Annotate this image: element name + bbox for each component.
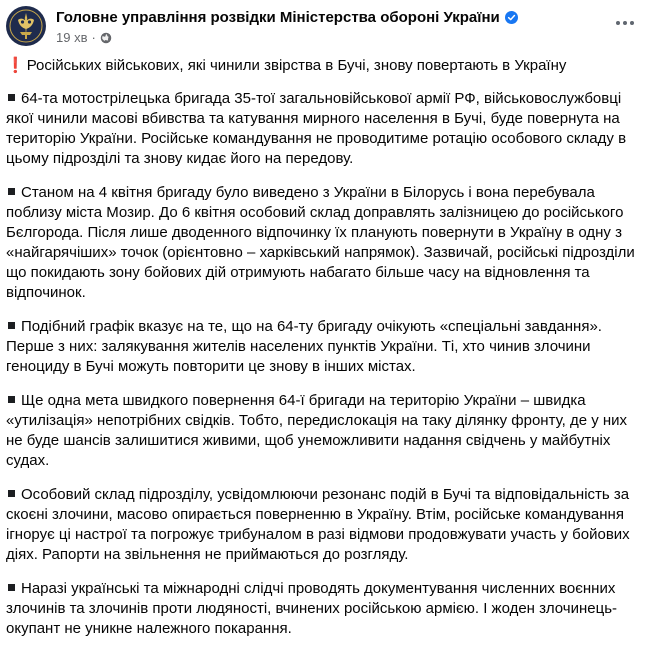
meta-separator: · (91, 30, 96, 45)
post-paragraph (6, 89, 640, 169)
exclamation-icon: ❗ (6, 57, 25, 74)
more-dots-icon (615, 20, 635, 26)
post-headline (6, 56, 640, 76)
page-avatar[interactable] (6, 6, 46, 46)
post-paragraph (6, 579, 640, 639)
paragraph-text: Ще одна мета швидкого повернення 64-ї бригади на територію України – швидка «утилізація» непотрібних свідків. Тобто, передислокація на таку ділянку фронту, де у них не буде шансів залишитися живими, щоб унеможливити надання свідчень у майбутніх судах. (6, 392, 628, 469)
more-options-button[interactable] (610, 8, 640, 38)
post-paragraph (6, 391, 640, 471)
verified-badge-icon (505, 11, 518, 24)
bullet-square-icon (8, 322, 15, 329)
paragraph-text: Особовий склад підрозділу, усвідомлюючи резонанс подій в Бучі та відповідальність за скоєні злочини, масово опирається поверненню в Україну. Втім, російське командування ігнорує ці настрої та погрожує трибуналом в разі відмови продовжувати участь у бойових діях. Рапорти на звільнення не приймаються до розгляду. (6, 486, 630, 563)
post-paragraph (6, 485, 640, 565)
bullet-square-icon (8, 188, 15, 195)
bullet-square-icon (8, 584, 15, 591)
author-name[interactable]: Головне управління розвідки Міністерства обороні України (56, 9, 500, 26)
bullet-square-icon (8, 490, 15, 497)
bullet-square-icon (8, 396, 15, 403)
post-timestamp[interactable]: 19 хв (56, 30, 88, 45)
post-content (6, 56, 640, 653)
post-paragraph (6, 317, 640, 377)
post-header (6, 6, 644, 50)
paragraph-text: 64-та мотострілецька бригада 35-тої загальновійськової армії РФ, військовослужбовці якої чинили масові вбивства та катування мирного населення в Бучі, буде повернута на територію України. Російське командування не проводитиме ротацію особового складу в цьому підрозділі та знову кидає його на передову. (6, 90, 627, 167)
post-meta (56, 30, 112, 45)
paragraph-text: Станом на 4 квітня бригаду було виведено з України в Білорусь і вона перебувала поблизу міста Мозир. До 6 квітня особовий склад доправлять залізницею до російського Бєлгорода. Після лише дводенного відпочинку їх планують повернути в Україну в одну з «найгарячіших» точок (орієнтовно – харківський напрямок). Зазвичай, російські підрозділи що покидають зону бойових дій отримують набагато більше часу на відновлення та відпочинок. (6, 184, 635, 301)
author-line (56, 9, 518, 26)
paragraph-text: Подібний графік вказує на те, що на 64-ту бригаду очікують «спеціальні завдання». Перше з них: залякування жителів населених пунктів України. Ті, хто чинив злочини геноциду в Бучі можуть повторити це знову в інших містах. (6, 318, 602, 375)
post-paragraph (6, 183, 640, 303)
bullet-square-icon (8, 94, 15, 101)
headline-text: Російських військових, які чинили звірства в Бучі, знову повертають в Україну (26, 57, 567, 74)
intelligence-emblem-icon (6, 6, 46, 46)
globe-icon (100, 32, 112, 44)
paragraph-text: Наразі українські та міжнародні слідчі проводять документування численних воєнних злочинів та злочинів проти людяності, вчинених російською армією. І жоден злочинець-окупант не уникне належного покарання. (6, 580, 618, 637)
